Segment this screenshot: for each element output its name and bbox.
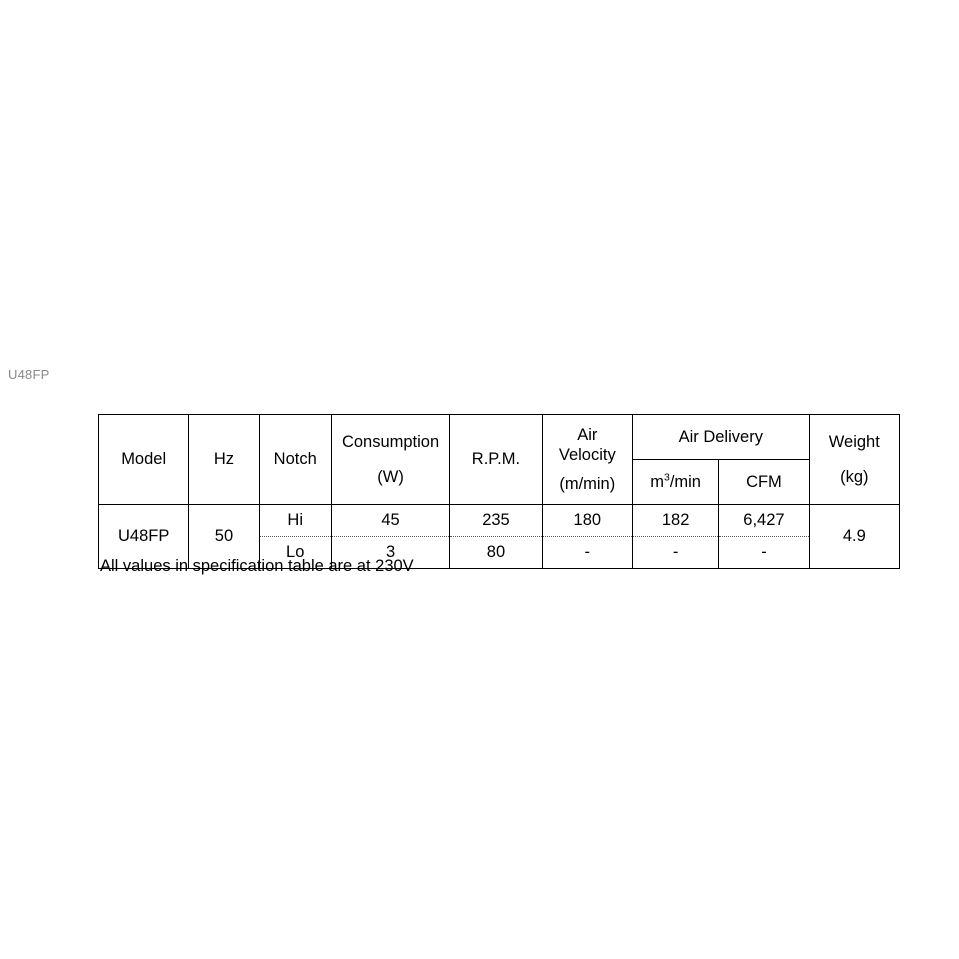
cfm-row-hi — [719, 505, 808, 537]
consumption-row-hi — [332, 505, 449, 537]
header-weight-line2: (kg) — [840, 467, 869, 486]
cell-m3min-hi: 182 — [633, 505, 718, 537]
cell-m3min-group — [632, 505, 718, 569]
header-air-delivery-cfm: CFM — [719, 460, 809, 505]
cell-air-velocity-lo: - — [584, 543, 591, 561]
cell-model: U48FP — [99, 505, 189, 569]
air-velocity-row-lo — [543, 537, 632, 569]
cell-hz: 50 — [189, 505, 259, 569]
header-air-delivery: Air Delivery — [632, 415, 809, 460]
header-air-velocity-line1: Air — [577, 425, 598, 444]
header-rpm: R.P.M. — [450, 415, 542, 505]
cell-notch-lo: Lo — [286, 543, 305, 561]
header-m3-superscript: 3 — [663, 471, 670, 483]
m3min-row-hi — [633, 505, 718, 537]
header-weight-line1: Weight — [828, 432, 880, 451]
specification-table-container — [98, 414, 900, 569]
cell-rpm-hi: 235 — [450, 505, 541, 537]
rpm-row-lo — [450, 537, 541, 569]
header-consumption-line1: Consumption — [341, 432, 440, 451]
cfm-subtable — [719, 505, 808, 568]
header-air-velocity-line2: Velocity — [558, 446, 616, 465]
header-air-velocity — [542, 415, 632, 505]
cfm-row-lo — [719, 537, 808, 569]
notch-row-hi — [260, 505, 331, 537]
air-velocity-subtable — [543, 505, 632, 568]
specification-table — [98, 414, 900, 569]
cell-cfm-group — [719, 505, 809, 569]
rpm-row-hi — [450, 505, 541, 537]
cell-air-velocity-group — [542, 505, 632, 569]
header-row-main — [99, 415, 900, 460]
header-notch: Notch — [259, 415, 331, 505]
cell-rpm-group — [450, 505, 542, 569]
air-velocity-row-hi — [543, 505, 632, 537]
cell-notch-hi: Hi — [260, 505, 331, 537]
cell-weight: 4.9 — [809, 505, 899, 569]
header-consumption-line2: (W) — [377, 467, 404, 486]
cell-m3min-lo: - — [672, 543, 679, 561]
cell-cfm-lo: - — [761, 543, 767, 561]
table-footnote: All values in specification table are at 230V — [100, 557, 414, 575]
cell-consumption-lo: 3 — [385, 543, 396, 561]
m3min-row-lo — [633, 537, 718, 569]
header-consumption — [331, 415, 449, 505]
cell-cfm-hi: 6,427 — [719, 505, 808, 537]
cell-rpm-lo: 80 — [486, 543, 506, 561]
header-hz: Hz — [189, 415, 259, 505]
cell-air-velocity-hi: 180 — [543, 505, 632, 537]
header-weight — [809, 415, 899, 505]
header-model: Model — [99, 415, 189, 505]
header-air-delivery-m3min — [632, 460, 718, 505]
product-code-label: U48FP — [8, 367, 50, 382]
cell-consumption-hi: 45 — [332, 505, 449, 537]
m3min-subtable — [633, 505, 718, 568]
table-header — [99, 415, 900, 505]
header-m3-unit: /min — [669, 472, 701, 491]
rpm-subtable — [450, 505, 541, 568]
header-m3-text: m — [650, 472, 664, 491]
header-air-velocity-line3: (m/min) — [559, 474, 616, 493]
